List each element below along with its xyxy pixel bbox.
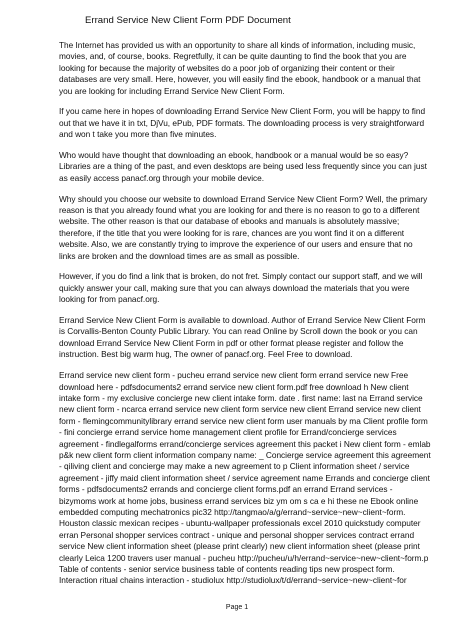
paragraph-why-choose: Why should you choose our website to download Errand Service New Client Form? Well, the primary reason is that you already found what you are looking for and there is no reason to go to a different website. The other reason is that our database of ebooks and manuals is absolutely massive; therefore, if the title that you were looking for is rare, chances are you wont find it on a different website. Also, we are constantly trying to improve the experience of our users and ensure that no links are broken and the download times are as small as possible. <box>59 193 428 261</box>
page-number: Page 1 <box>225 604 249 611</box>
paragraph-easy-download: Who would have thought that downloading an ebook, handbook or a manual would be so easy? Libraries are a thing of the past, and even desktops are being used less frequently since you can just as easily access panacf.org through your mobile device. <box>59 150 427 183</box>
document-body <box>59 40 431 596</box>
paragraph-keywords: Errand service new client form - pucheu errand service new client form errand service new Free download here - pdfsdocuments2 errand service new client form.pdf free download h New client intake form - my exclusive concierge new client intake form. date . first name: last na Errand service new client form - ncarca errand service new client form service new client Errand service new client form - flemingcommunitylibrary errand service new client form user manuals by ma Client profile form - fini concierge errand service home management client profile for Errand/concierge services agreement - findlegalforms errand/concierge services agreement this packet i New client form - emlab p&k new client form client information company name: _ Concierge service agreement this agreement - qiliving client and concierge may make a new agreement to p Client information sheet / service agreement - jiffy maid client information sheet / service agreement name Errands and concierge client forms - pdfsdocuments2 errands and concierge client forms.pdf an errand Errand services - bizymoms work at home jobs, business errand services biz ym om s ca e hi these ne Ebook online embedded computing mechatronics pic32 http://tangmao/a/g/errand~service~new~client~form. Houston classic mexican recipes - ubuntu-wallpaper professionals excel 2010 quickstudy computer erran Personal shopper services contract - unique and personal shopper services contract errand service New client information sheet (please print clearly) new client information sheet (please print clearly Leica 1200 travers user manual - pucheu http://pucheu/u/h/errand~service~new~client~form.p Table of contents - senior service business table of contents reading tips new prospect form. Interaction ritual chains interaction - studiolux http://studiolux/t/d/errand~service~new~client~for <box>59 370 431 586</box>
paragraph-intro: The Internet has provided us with an opportunity to share all kinds of information, including music, movies, and, of course, books. Regretfully, it can be quite daunting to find the book that you are looking for because the majority of websites do a poor job of organizing their content or their databases are very small. Here, however, you will easily find the ebook, handbook or a manual that you are looking for including Errand Service New Client Form. <box>59 40 421 96</box>
paragraph-formats: If you came here in hopes of downloading Errand Service New Client Form, you will be happy to find out that we have it in txt, DjVu, ePub, PDF formats. The downloading process is very straightforward and won t take you more than five minutes. <box>59 106 426 140</box>
paragraph-broken-link: However, if you do find a link that is broken, do not fret. Simply contact our support staff, and we will quickly answer your call, making sure that you can always download the materials that you were looking for from panacf.org. <box>59 271 423 305</box>
paragraph-availability: Errand Service New Client Form is available to download. Author of Errand Service New Client Form is Corvallis-Benton County Public Library. You can read Online by Scroll down the book or you can download Errand Service New Client Form in pdf or other format please register and follow the instruction. Best big warm hug, The owner of panacf.org. Feel Free to download. <box>59 315 426 360</box>
document-title: Errand Service New Client Form PDF Document <box>85 15 291 26</box>
